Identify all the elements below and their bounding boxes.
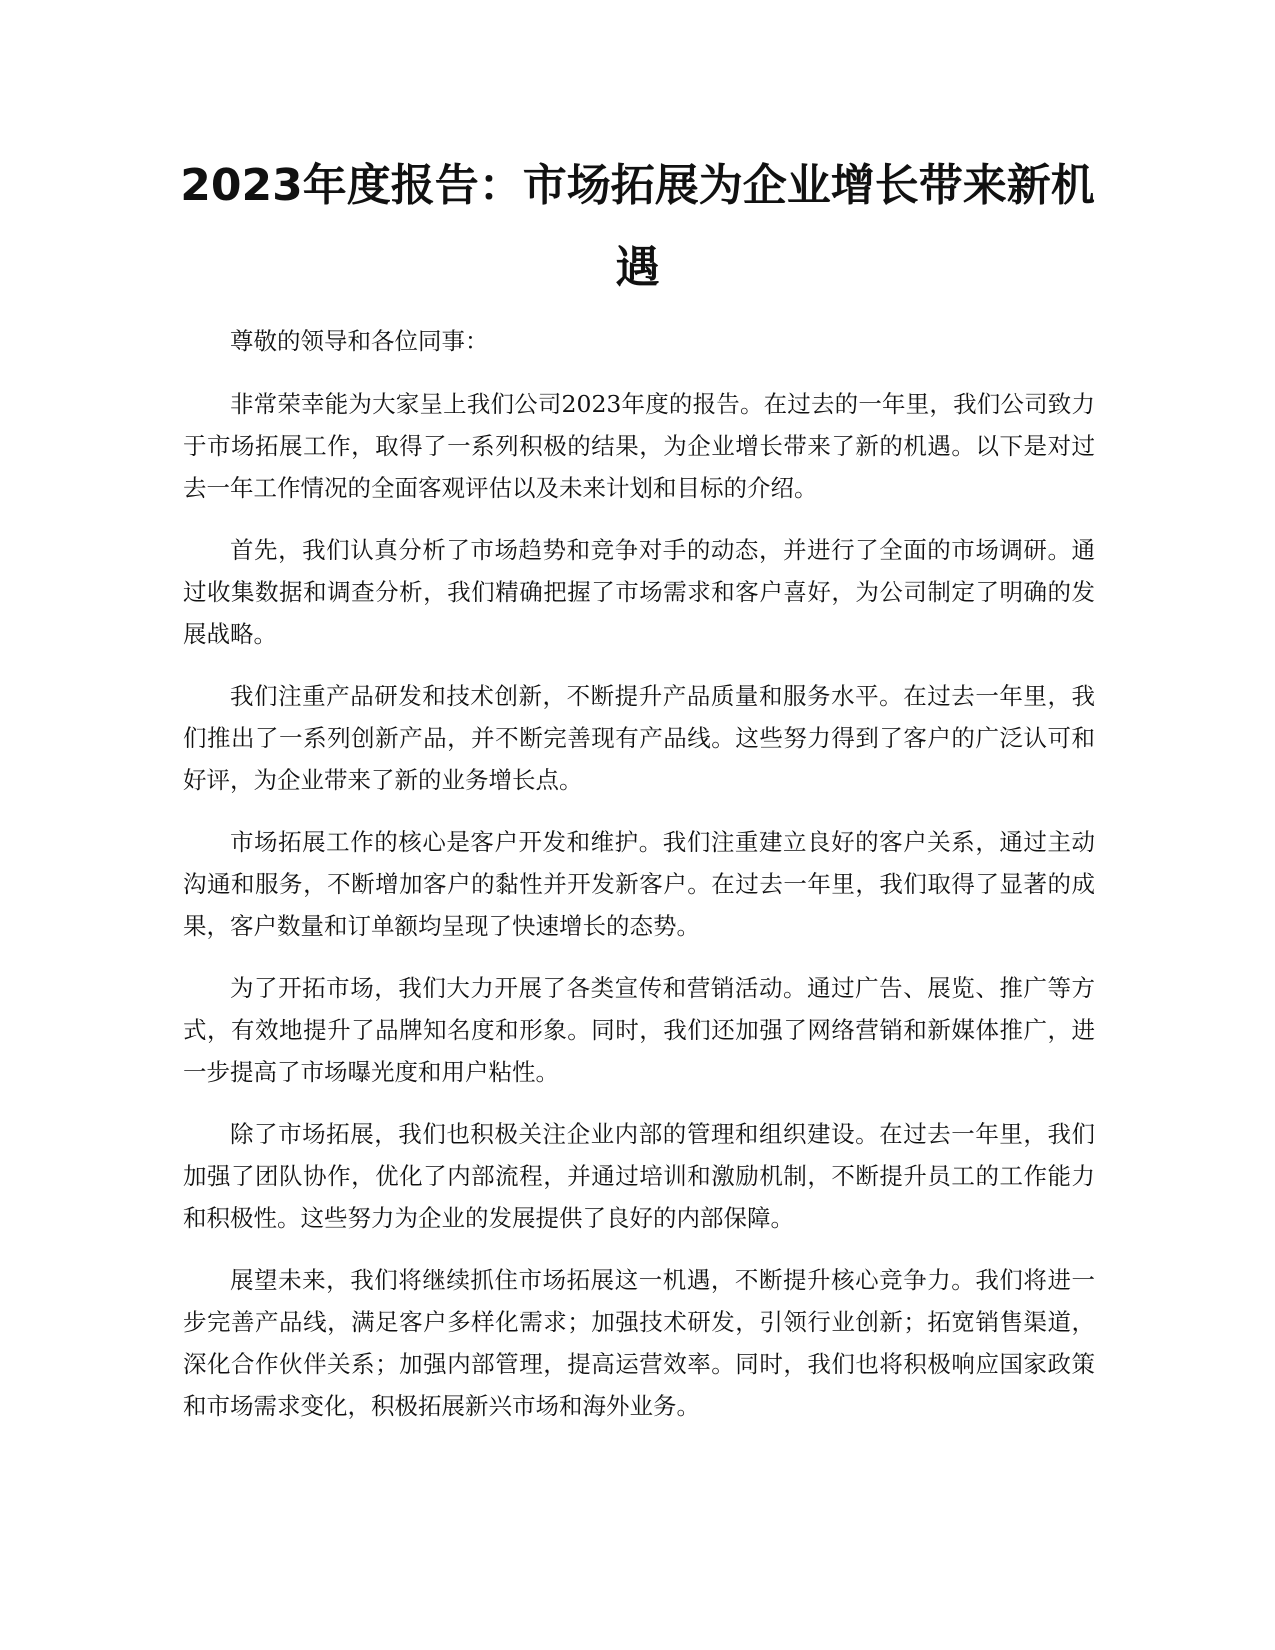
paragraph-marketing: 为了开拓市场，我们大力开展了各类宣传和营销活动。通过广告、展览、推广等方式，有效地提升了品牌知名度和形象。同时，我们还加强了网络营销和新媒体推广，进一步提高了市场曝光度和用户粘性。 (183, 974, 1095, 1086)
salutation: 尊敬的领导和各位同事： (230, 327, 489, 355)
document-title: 2023年度报告：市场拓展为企业增长带来新机遇 (180, 160, 1095, 293)
document-body (183, 320, 1095, 1447)
paragraph-internal-management: 除了市场拓展，我们也积极关注企业内部的管理和组织建设。在过去一年里，我们加强了团队协作，优化了内部流程，并通过培训和激励机制，不断提升员工的工作能力和积极性。这些努力为企业的发展提供了良好的内部保障。 (183, 1120, 1095, 1232)
paragraph-outlook: 展望未来，我们将继续抓住市场拓展这一机遇，不断提升核心竞争力。我们将进一步完善产品线，满足客户多样化需求；加强技术研发，引领行业创新；拓宽销售渠道，深化合作伙伴关系；加强内部管理，提高运营效率。同时，我们也将积极响应国家政策和市场需求变化，积极拓展新兴市场和海外业务。 (183, 1266, 1095, 1420)
paragraph-product-innovation: 我们注重产品研发和技术创新，不断提升产品质量和服务水平。在过去一年里，我们推出了一系列创新产品，并不断完善现有产品线。这些努力得到了客户的广泛认可和好评，为企业带来了新的业务增长点。 (183, 682, 1095, 794)
paragraph-intro: 非常荣幸能为大家呈上我们公司2023年度的报告。在过去的一年里，我们公司致力于市场拓展工作，取得了一系列积极的结果，为企业增长带来了新的机遇。以下是对过去一年工作情况的全面客观评估以及未来计划和目标的介绍。 (183, 390, 1095, 502)
paragraph-customer-development: 市场拓展工作的核心是客户开发和维护。我们注重建立良好的客户关系，通过主动沟通和服务，不断增加客户的黏性并开发新客户。在过去一年里，我们取得了显著的成果，客户数量和订单额均呈现了快速增长的态势。 (183, 828, 1095, 940)
paragraph-market-research: 首先，我们认真分析了市场趋势和竞争对手的动态，并进行了全面的市场调研。通过收集数据和调查分析，我们精确把握了市场需求和客户喜好，为公司制定了明确的发展战略。 (183, 536, 1095, 648)
